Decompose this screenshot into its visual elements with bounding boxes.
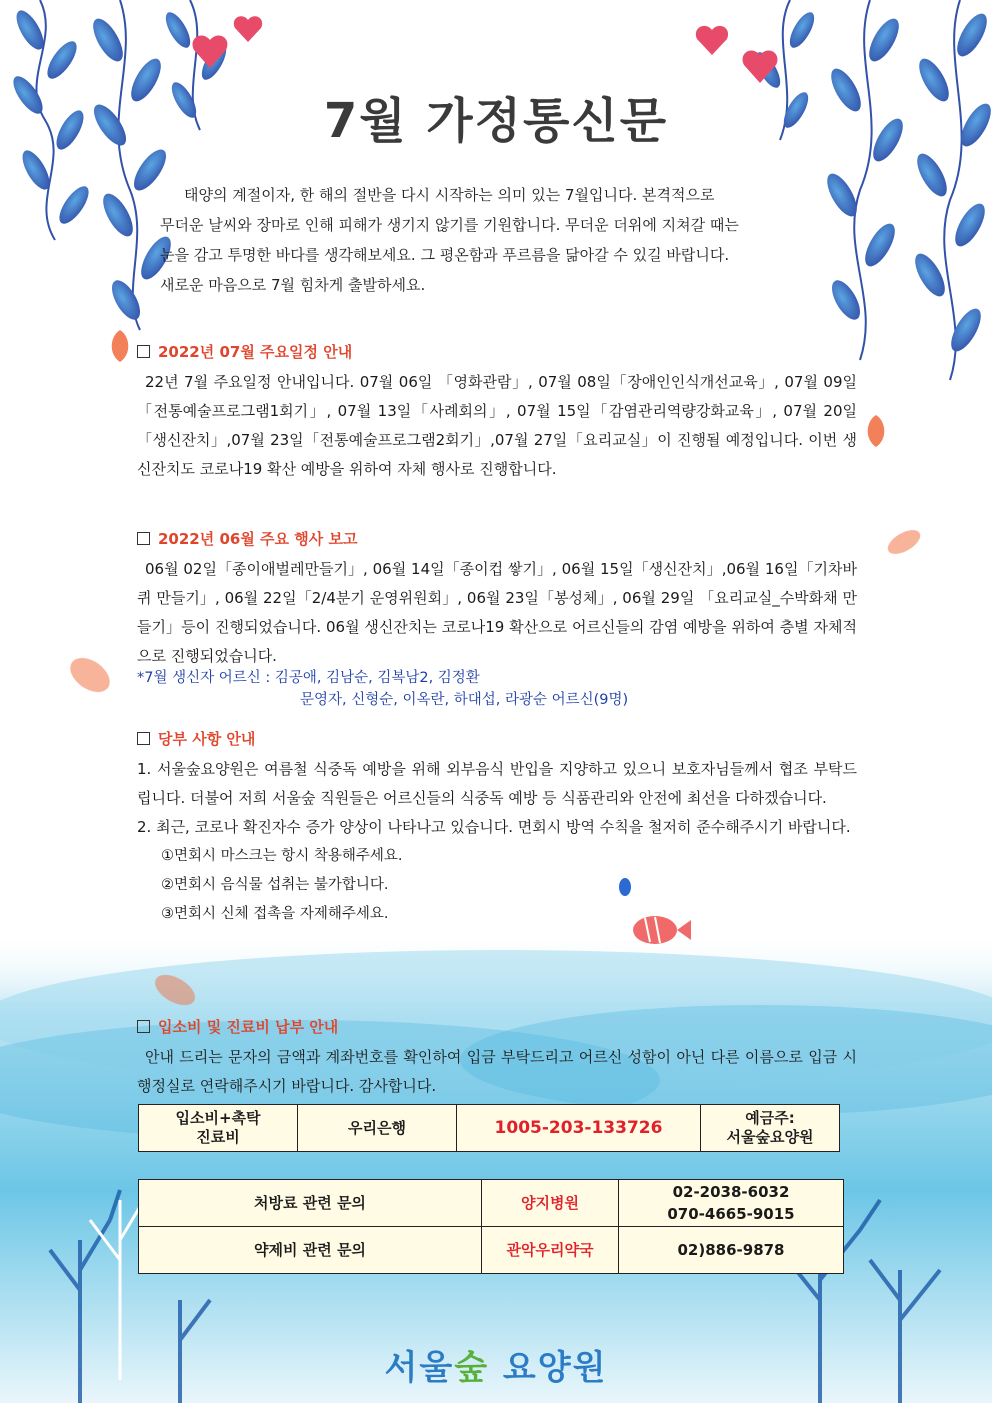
cell-line: 예금주: <box>745 1109 795 1127</box>
payment-heading-text: 입소비 및 진료비 납부 안내 <box>158 1018 339 1036</box>
payment-item-cell <box>139 1105 298 1152</box>
intro-line: 태양의 계절이자, 한 해의 절반을 다시 시작하는 의미 있는 7월입니다. 본격적으로 <box>184 186 715 204</box>
bank-name-cell: 우리은행 <box>298 1105 457 1152</box>
inquiry-org-cell: 관악우리약국 <box>482 1227 619 1274</box>
inquiry-org-cell: 양지병원 <box>482 1180 619 1227</box>
schedule-body-text: 22년 7월 주요일정 안내입니다. 07월 06일 「영화관람」, 07월 08일「장애인인식개선교육」, 07월 09일「전통예술프로그램1회기」, 07월 13일「사례회의」, 07월 15일「감염관리역량강화교육」, 07월 20일「생신잔치」,07월 23일「전통예술프로그램2회기」,07월 27일「요리교실」이 진행될 예정입니다. 이번 생신잔치도 코로나19 확산 예방을 위하여 자체 행사로 진행합니다. <box>137 373 857 478</box>
payment-heading <box>137 1016 338 1037</box>
logo-text: 요양원 <box>489 1348 608 1388</box>
logo-text-accent: 숲 <box>454 1348 490 1388</box>
account-holder-cell <box>701 1105 840 1152</box>
checkbox-square-icon <box>137 345 150 358</box>
table-row <box>139 1180 844 1227</box>
report-body-text: 06월 02일「종이애벌레만들기」, 06월 14일「종이컵 쌓기」, 06월 15일「생신잔치」,06월 16일「기차바퀴 만들기」, 06월 22일「2/4분기 운영위원회」, 06월 23일「봉성체」, 06월 29일 「요리교실_수박화채 만들기」등이 진행되었습니다. 06월 생신잔치는 코로나19 확산으로 어르신들의 감염 예방을 위하여 층별 자체적으로 진행되었습니다. <box>137 560 857 665</box>
notice-item: 1. 서울숲요양원은 여름철 식중독 예방을 위해 외부음식 반입을 지양하고 있으니 보호자님들께서 협조 부탁드립니다. 더불어 저희 서울숲 직원들은 어르신들의 식중독 예방 등 식품관리와 안전에 최선을 다하겠습니다. <box>137 760 857 807</box>
inquiry-table <box>138 1179 844 1274</box>
notice-sub-item: ①면회시 마스크는 항시 착용해주세요. <box>161 848 403 864</box>
account-number-cell: 1005-203-133726 <box>457 1105 701 1152</box>
payment-body-text: 안내 드리는 문자의 금액과 계좌번호를 확인하여 입금 부탁드리고 어르신 성함이 아닌 다른 이름으로 입금 시 행정실로 연락해주시기 바랍니다. 감사합니다. <box>137 1048 857 1095</box>
intro-line: 무더운 날씨와 장마로 인해 피해가 생기지 않기를 기원합니다. 무더운 더위에 지쳐갈 때는 <box>160 216 739 234</box>
payment-account-table <box>138 1104 840 1152</box>
footer-logo <box>0 1340 992 1389</box>
schedule-heading <box>137 341 352 362</box>
intro-line: 새로운 마음으로 7월 힘차게 출발하세요. <box>160 276 426 294</box>
checkbox-square-icon <box>137 532 150 545</box>
inquiry-phone-cell <box>619 1180 844 1227</box>
checkbox-square-icon <box>137 732 150 745</box>
notice-sub-item: ③면회시 신체 접촉을 자제해주세요. <box>161 906 389 922</box>
phone-line: 070-4665-9015 <box>667 1205 795 1223</box>
table-row <box>139 1105 840 1152</box>
intro-line: 눈을 감고 투명한 바다를 생각해보세요. 그 평온함과 푸르름을 닮아갈 수 있길 바랍니다. <box>160 246 730 264</box>
cell-line: 입소비+촉탁 <box>175 1109 261 1127</box>
notice-sub-item: ②면회시 음식물 섭취는 불가합니다. <box>161 877 389 893</box>
notice-heading <box>137 728 255 749</box>
report-body <box>137 555 857 671</box>
birthday-list <box>137 667 628 711</box>
inquiry-label-cell: 약제비 관련 문의 <box>139 1227 482 1274</box>
page-title: 7월 가정통신문 <box>323 93 669 149</box>
table-row <box>139 1227 844 1274</box>
inquiry-phone-cell: 02)886-9878 <box>619 1227 844 1274</box>
inquiry-label-cell: 처방료 관련 문의 <box>139 1180 482 1227</box>
notice-heading-text: 당부 사항 안내 <box>158 730 256 748</box>
cell-line: 서울숲요양원 <box>726 1128 814 1146</box>
birthday-line: 문영자, 신형순, 이옥란, 하대섭, 라광순 어르신(9명) <box>300 692 629 708</box>
notice-item: 2. 최근, 코로나 확진자수 증가 양상이 나타나고 있습니다. 면회시 방역 수칙을 철저히 준수해주시기 바랍니다. <box>137 818 851 836</box>
report-heading-text: 2022년 06월 주요 행사 보고 <box>158 530 358 548</box>
schedule-heading-text: 2022년 07월 주요일정 안내 <box>158 343 353 361</box>
phone-line: 02-2038-6032 <box>672 1183 790 1201</box>
cell-line: 진료비 <box>196 1128 240 1146</box>
report-heading <box>137 528 357 549</box>
schedule-body <box>137 368 857 484</box>
intro-paragraph <box>160 180 830 300</box>
logo-text: 서울 <box>384 1348 455 1388</box>
checkbox-square-icon <box>137 1020 150 1033</box>
notice-list <box>137 755 857 929</box>
birthday-line: *7월 생신자 어르신 : 김공애, 김남순, 김복남2, 김정환 <box>137 670 480 686</box>
payment-body <box>137 1043 857 1101</box>
